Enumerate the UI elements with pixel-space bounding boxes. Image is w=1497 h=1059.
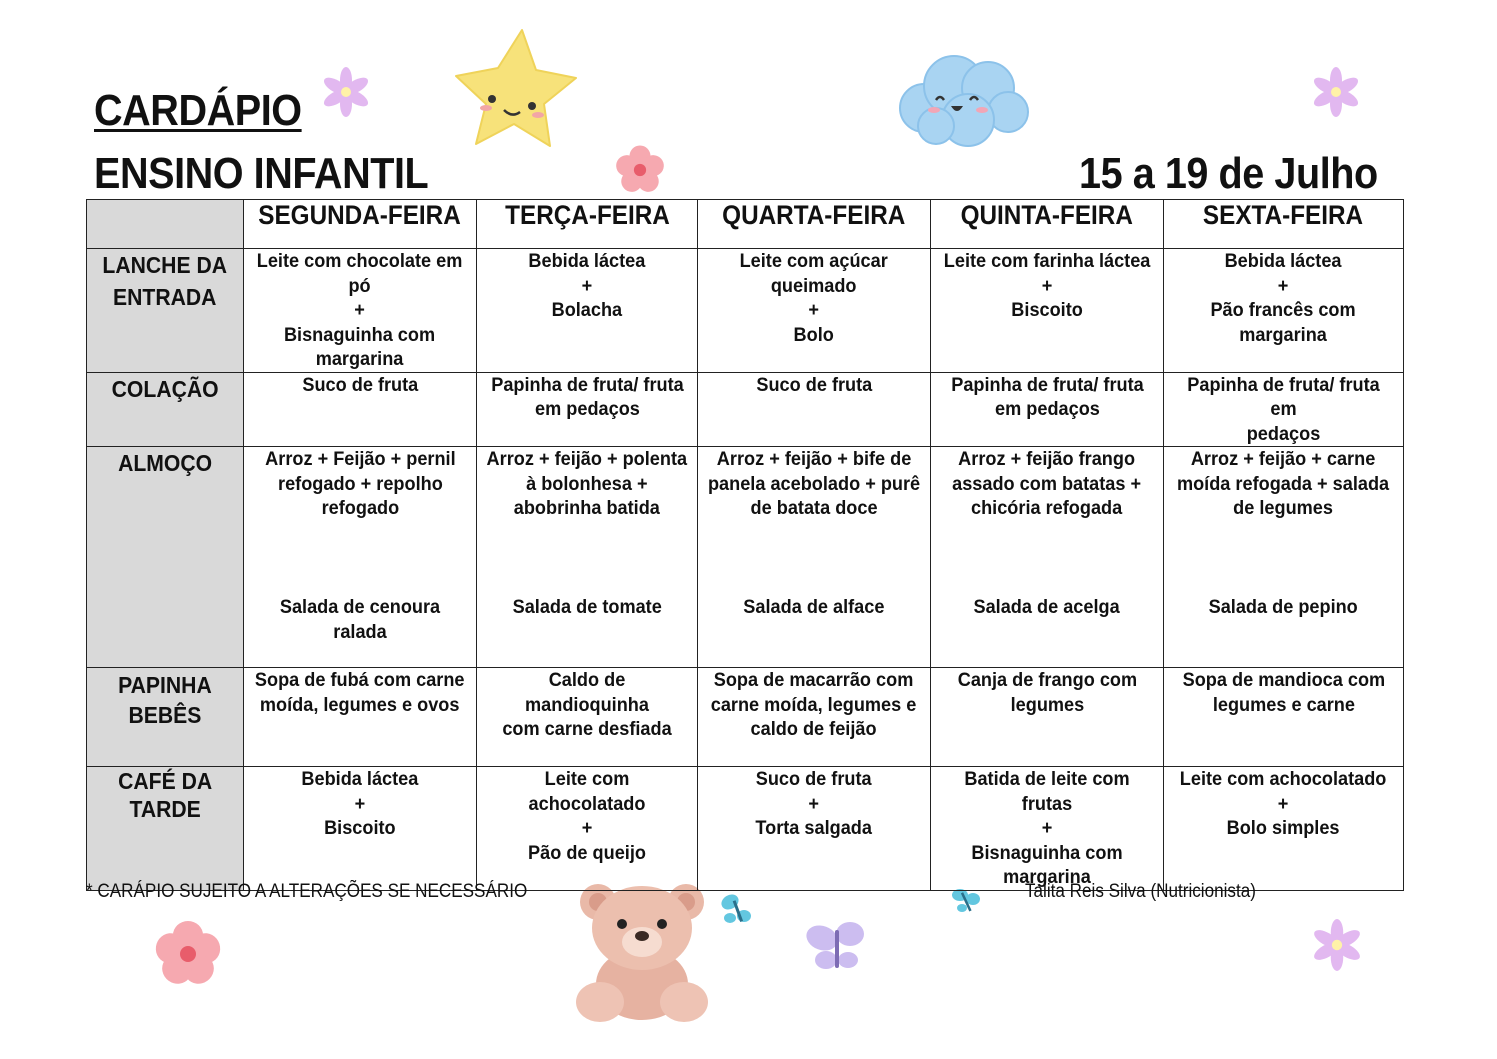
flower-icon [608,142,672,198]
salad: Salada de acelga [973,596,1121,618]
page-subtitle: ENSINO INFANTIL [94,149,429,198]
meal-label-papinha-bebes: PAPINHA BEBÊS [87,668,244,767]
day-header-thursday: QUINTA-FEIRA [931,200,1164,249]
salad: Salada de cenoura ralada [279,596,441,643]
table-row [87,447,1404,668]
menu-cell: Bebida láctea + Bolacha [477,249,698,373]
menu-cell: Papinha de fruta/ fruta em pedaços [1164,372,1404,447]
menu-table [86,199,1404,891]
table-row [87,372,1404,447]
main-dish: Arroz + feijão + polenta à bolonhesa + abobrinha batida [486,448,688,519]
menu-cell: Batida de leite com frutas + Bisnaguinha com margarina [931,767,1164,891]
day-header-friday: SEXTA-FEIRA [1164,200,1404,249]
table-header-row [87,200,1404,249]
table-row [87,668,1404,767]
menu-cell: Leite com achocolatado + Pão de queijo [477,767,698,891]
disclaimer-note: * CARÁPIO SUJEITO A ALTERAÇÕES SE NECESSÁRIO [86,881,528,902]
flower-icon [1310,66,1362,118]
menu-cell [244,447,477,668]
salad: Salada de pepino [1208,596,1359,618]
nutritionist-signature: Talita Reis Silva (Nutricionista) [1025,881,1256,902]
day-header-tuesday: TERÇA-FEIRA [477,200,698,249]
menu-cell: Leite com açúcar queimado + Bolo [698,249,931,373]
menu-cell: Sopa de mandioca com legumes e carne [1164,668,1404,767]
cloud-icon [896,48,1032,150]
menu-cell: Papinha de fruta/ fruta em pedaços [931,372,1164,447]
main-dish: Arroz + feijão + bife de panela acebolado + purê de batata doce [707,448,921,519]
table-corner-cell [87,200,244,249]
meal-label-lanche-entrada: LANCHE DA ENTRADA [87,249,244,373]
menu-cell [477,447,698,668]
teddy-bear-icon [572,880,712,1026]
menu-cell: Bebida láctea + Biscoito [244,767,477,891]
menu-cell: Leite com achocolatado + Bolo simples [1164,767,1404,891]
menu-cell: Papinha de fruta/ fruta em pedaços [477,372,698,447]
menu-cell: Leite com farinha láctea + Biscoito [931,249,1164,373]
butterfly-icon [950,886,982,916]
butterfly-icon [804,918,870,978]
menu-cell: Bebida láctea + Pão francês com margarina [1164,249,1404,373]
page-title: CARDÁPIO [94,86,302,135]
menu-cell: Canja de frango com legumes [931,668,1164,767]
menu-cell [931,447,1164,668]
star-icon [452,26,578,152]
meal-label-cafe-tarde: CAFÉ DA TARDE [87,767,244,891]
day-header-monday: SEGUNDA-FEIRA [244,200,477,249]
salad: Salada de alface [743,596,885,618]
salad: Salada de tomate [512,596,662,618]
menu-cell: Suco de fruta [698,372,931,447]
menu-cell: Caldo de mandioquinha com carne desfiada [477,668,698,767]
table-row [87,249,1404,373]
menu-cell: Suco de fruta + Torta salgada [698,767,931,891]
main-dish: Arroz + feijão + carne moída refogada + salada de legumes [1177,448,1390,519]
menu-cell [1164,447,1404,668]
menu-cell: Sopa de macarrão com carne moída, legumes e caldo de feijão [698,668,931,767]
day-header-wednesday: QUARTA-FEIRA [698,200,931,249]
date-range: 15 a 19 de Julho [1079,149,1378,198]
main-dish: Arroz + Feijão + pernil refogado + repolho refogado [264,448,456,519]
menu-cell: Sopa de fubá com carne moída, legumes e ovos [244,668,477,767]
menu-cell: Suco de fruta [244,372,477,447]
menu-cell: Leite com chocolate em pó + Bisnaguinha com margarina [244,249,477,373]
table-row [87,767,1404,891]
flower-icon [144,918,232,990]
menu-cell [698,447,931,668]
flower-icon [320,66,372,118]
meal-label-almoco: ALMOÇO [87,447,244,668]
butterfly-icon [718,890,758,930]
main-dish: Arroz + feijão frango assado com batatas + chicória refogada [952,448,1142,519]
flower-icon [1310,918,1364,972]
meal-label-colacao: COLAÇÃO [87,372,244,447]
